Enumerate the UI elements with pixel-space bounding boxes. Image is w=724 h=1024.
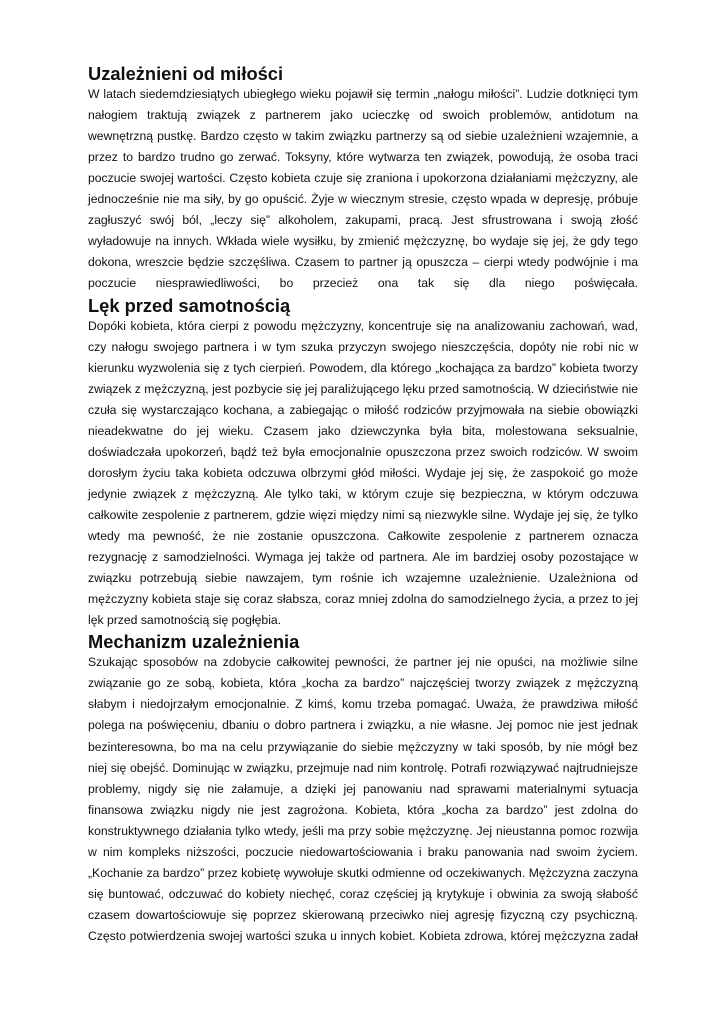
section-heading: Lęk przed samotnością [88, 294, 291, 316]
section-heading: Uzależnieni od miłości [88, 63, 284, 84]
section-paragraph: Dopóki kobieta, która cierpi z powodu mężczyzny, koncentruje się na analizowaniu zachowań, wad, czy nałogu swojego partnera i w tym szuka przyczyn swojego nieszczęścia, dopóty nie robi nic w kierunku wyzwolenia się z tych cierpień. Powodem, dla którego „kochająca za bardzo” kobieta tworzy związek z mężczyzną, jest pozbycie się jej paraliżującego lęku przed samotnością. W dzieciństwie nie czuła się wystarczająco kochana, a zabiegając o miłość rodziców przyjmowała na siebie obowiązki nieadekwatne do jej wieku. Czasem jako dziewczynka była bita, molestowana seksualnie, doświadczała upokorzeń, bądź też była emocjonalnie opuszczona przez swoich rodziców. W swoim dorosłym życiu taka kobieta odczuwa olbrzymi głód miłości. Wydaje jej się, że zaspokoić go może jedynie związek z mężczyzną. Ale tylko taki, w którym czuje się bezpieczna, w którym odczuwa całkowite zespolenie z partnerem, gdzie więzi między nimi są niezwykle silne. Wydaje jej się, że tylko wtedy ma pewność, że nie zostanie opuszczona. Całkowite zespolenie z partnerem oznacza rezygnację z samodzielności. Wymaga jej także od partnera. Ale im bardziej osoby pozostające w związku potrzebują siebie nawzajem, tym rośnie ich wzajemne uzależnienie. Uzależniona od mężczyzny kobieta staje się coraz słabsza, coraz mniej zdolna do samodzielnego życia, a przez to jej lęk przed samotnością się pogłębia. [88, 318, 638, 628]
section-paragraph: Szukając sposobów na zdobycie całkowitej pewności, że partner jej nie opuści, na możliwie silne związanie go ze sobą, kobieta, która „kocha za bardzo” najczęściej tworzy związek z mężczyzną słabym i niedojrzałym emocjonalnie. Z kimś, komu trzeba pomagać. Uważa, że prawdziwa miłość polega na poświęceniu, dbaniu o dobro partnera i związku, a nie własne. Jej pomoc nie jest jednak bezinteresowna, bo ma na celu przywiązanie do siebie mężczyzny w taki sposób, by nie mógł bez niej się obejść. Dominując w związku, przejmuje nad nim kontrolę. Potrafi rozwiązywać najtrudniejsze problemy, nigdy się nie załamuje, a dzięki jej panowaniu nad sprawami materialnymi sytuacja finansowa związku nigdy nie jest zagrożona. Kobieta, która „kocha za bardzo” jest zdolna do konstruktywnego działania tylko wtedy, jeśli ma przy sobie mężczyznę. Jej nieustanna pomoc rozwija w nim kompleks niższości, poczucie niedowartościowania i braku panowania nad swoim życiem. „Kochanie za bardzo” przez kobietę wywołuje skutki odmienne od oczekiwanych. Mężczyzna zaczyna się buntować, odczuwać do kobiety niechęć, coraz częściej ją krytykuje i obwinia za swoją słabość czasem dowartościowuje się poprzez skierowaną przeciwko niej agresję fizyczną czy psychiczną. Często potwierdzenia swojej wartości szuka u innych kobiet. Kobieta zdrowa, której mężczyzna zadał [88, 655, 638, 943]
document-page [88, 63, 638, 947]
section-lek-przed-samotnoscia [88, 295, 638, 632]
section-heading: Mechanizm uzależnienia [88, 631, 300, 653]
section-mechanizm-uzaleznienia [88, 631, 638, 947]
section-uzaleznieni [88, 63, 638, 295]
section-paragraph: W latach siedemdziesiątych ubiegłego wieku pojawił się termin „nałogu miłości”. Ludzie dotknięci tym nałogiem traktują związek z partnerem jako ucieczkę od swoich problemów, antidotum na wewnętrzną pustkę. Bardzo często w takim związku partnerzy są od siebie uzależnieni wzajemnie, a przez to bardzo trudno go zerwać. Toksyny, które wytwarza ten związek, powodują, że osoba traci poczucie swojej wartości. Często kobieta czuje się zraniona i upokorzona działaniami mężczyzny, ale jednocześnie nie ma siły, by go opuścić. Żyje w wiecznym stresie, często wpada w depresję, próbuje zagłuszyć swój ból, „leczy się” alkoholem, zakupami, pracą. Jest sfrustrowana i swoją złość wyładowuje na innych. Wkłada wiele wysiłku, by zmienić mężczyznę, bo wydaje się jej, że gdy tego dokona, wreszcie będzie szczęśliwa. Czasem to partner ją opuszcza – cierpi wtedy podwójnie i ma poczucie niesprawiedliwości, bo przecież ona tak się dla niego poświęcała. [88, 87, 638, 291]
